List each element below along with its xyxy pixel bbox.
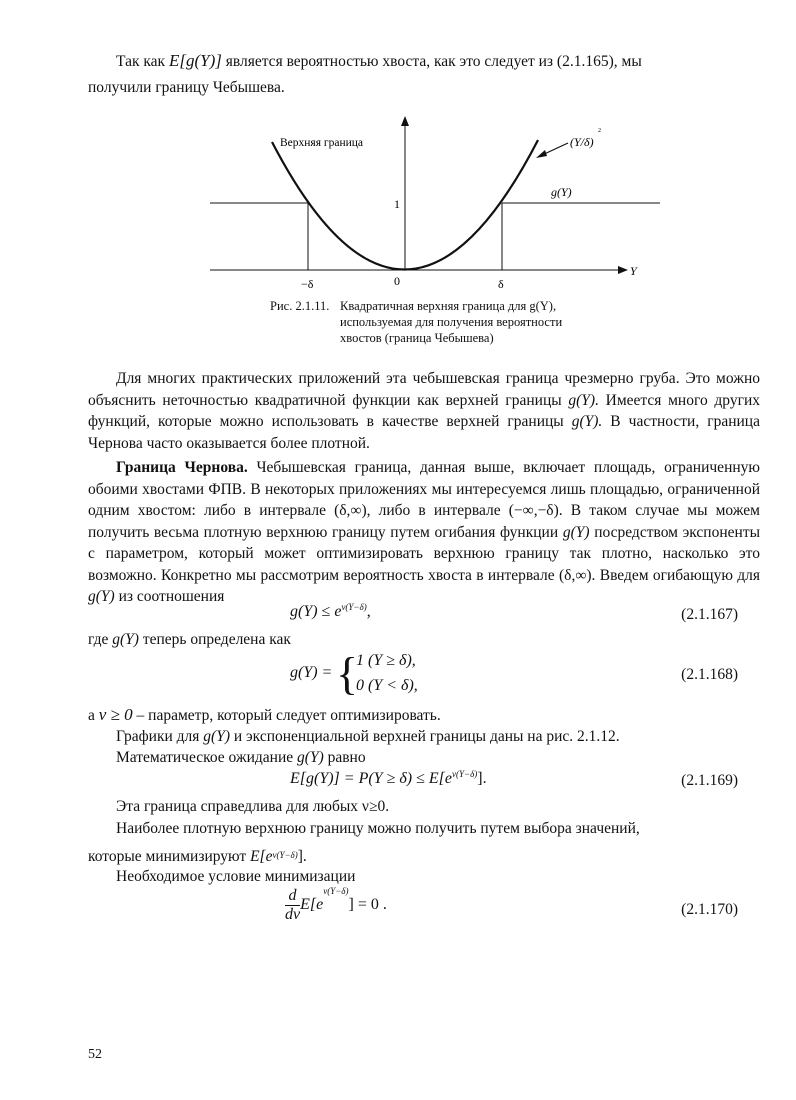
eq169-tail: ]. — [477, 770, 487, 787]
p1-g-1: g(Y). — [568, 391, 599, 409]
curve-pointer-head — [536, 150, 547, 158]
eq168-case-2: 0 (Y < δ), — [356, 677, 418, 694]
caption-line-1: Квадратичная верхняя граница для g(Y), — [340, 299, 557, 313]
where-a: где — [88, 631, 113, 648]
expect-a: Математическое ожидание — [116, 749, 298, 766]
equation-number-169: (2.1.169) — [681, 772, 738, 789]
where-line — [88, 629, 760, 651]
eq170-tail: ] = 0 . — [348, 896, 387, 914]
tight-line-1: Наиболее плотную верхнюю границу можно получить путем выбора значений, — [116, 820, 640, 837]
label-quadratic: (Y/δ) — [570, 135, 594, 149]
p1-g-2: g(Y). — [571, 413, 603, 430]
graphs-a: Графики для — [116, 728, 204, 745]
equation-number-167: (2.1.167) — [681, 606, 738, 623]
intro-text-2: получили границу Чебышева. — [88, 79, 285, 96]
graphs-line — [88, 726, 760, 748]
section-heading-chernoff: Граница Чернова. — [116, 459, 248, 476]
x-axis-arrow — [618, 266, 628, 274]
where-b: теперь определена как — [138, 631, 291, 648]
graphs-b: и экспоненциальной верхней границы даны на рис. 2.1.12. — [229, 728, 620, 745]
label-upper-bound: Верхняя граница — [280, 137, 364, 149]
tightest-bound-paragraph — [88, 818, 760, 867]
label-quadratic-exponent: 2 — [598, 128, 601, 134]
frac-numerator: d — [285, 887, 300, 906]
expectation-line — [88, 747, 760, 769]
p2-text-b: посредством экспоненты с параметром, который может оптимизировать верхнюю границу так плотно, насколько это возможно. Конкретно мы рассмотрим вероятность хвоста в интервале (δ,∞). Введем огибающую для — [88, 523, 761, 584]
intro-expression: E[g(Y)] — [168, 51, 222, 70]
validity-line: Эта граница справедлива для любых ν≥0. — [116, 798, 390, 815]
label-origin: 0 — [394, 274, 400, 288]
tight-expression: E[e — [250, 847, 273, 865]
p1-text-b: Имеется много других функций, которые можно использовать в качестве верхней границы — [88, 391, 760, 430]
eq167-exponent: ν(Y−δ) — [341, 602, 367, 612]
figure-svg — [0, 0, 796, 300]
label-one: 1 — [394, 197, 400, 211]
equation-number-168: (2.1.168) — [681, 666, 738, 683]
eq167-lhs: g(Y) ≤ e — [290, 603, 342, 620]
caption-line-2: используемая для получения вероятности — [340, 315, 563, 329]
param-b: – параметр, который следует оптимизировать. — [132, 707, 441, 724]
eq168-lhs: g(Y) = — [290, 664, 333, 681]
figure-caption — [270, 298, 610, 346]
p2-text-a: Чебышевская граница, данная выше, включает площадь, ограниченную обоими хвостами ФПВ. В некоторых приложениях мы интересуемся лишь площадью, ограниченной одним хвостом: либо в интервале (δ,∞), либо в интервале (−∞,−δ). В таком случае мы можем получить весьма плотную верхнюю границу путем огибания функции — [88, 459, 760, 541]
eq168-case-1: 1 (Y ≥ δ), — [356, 652, 416, 669]
equation-2-1-167 — [290, 603, 371, 621]
p2-text-c: из соотношения — [114, 588, 225, 605]
equation-2-1-169 — [290, 770, 487, 788]
where-g: g(Y) — [112, 631, 139, 648]
frac-denominator: dν — [285, 906, 301, 923]
eq169-exponent: ν(Y−δ) — [452, 769, 478, 779]
caption-number: Рис. 2.1.11. — [270, 299, 330, 313]
label-delta: δ — [498, 277, 504, 291]
intro-lead: Так как — [116, 53, 166, 70]
y-axis-arrow — [401, 116, 409, 126]
expect-b: равно — [323, 749, 366, 766]
tight-tail: ]. — [297, 847, 307, 865]
eq170-expression: E[e — [300, 896, 324, 914]
p2-g-1: g(Y) — [562, 523, 590, 541]
derivative-fraction — [285, 887, 300, 924]
graphs-g: g(Y) — [203, 728, 230, 745]
eq168-brace: { — [336, 648, 359, 699]
equation-number-170: (2.1.170) — [681, 901, 738, 918]
paragraph-chernoff-bound — [88, 457, 760, 608]
param-a: а — [88, 707, 99, 724]
caption-line-3: хвостов (граница Чебышева) — [340, 331, 494, 345]
param-line — [88, 704, 760, 727]
tight-text-b: которые минимизируют — [88, 847, 251, 865]
p1-text-c: В частности, граница Чернова часто оказывается более плотной. — [88, 413, 760, 452]
p2-g-2: g(Y) — [88, 588, 115, 605]
eq167-tail: , — [366, 603, 371, 620]
page-number: 52 — [88, 1047, 102, 1062]
eq170-exponent: ν(Y−δ) — [323, 886, 349, 896]
label-g-of-y: g(Y) — [551, 185, 572, 199]
param-nu: ν ≥ 0 — [98, 705, 133, 724]
p1-text-a: Для многих практических приложений эта чебышевская граница чрезмерно груба. Это можно объяснить неточностью квадратичной функции как верхней границы — [88, 370, 760, 409]
condition-line: Необходимое условие минимизации — [116, 868, 356, 885]
paragraph-chebyshev-coarse — [88, 368, 760, 454]
label-minus-delta: −δ — [301, 277, 314, 291]
eq169-lhs: E[g(Y)] = P(Y ≥ δ) ≤ E[e — [290, 770, 453, 787]
expect-g: g(Y) — [297, 749, 324, 766]
tight-exponent: ν(Y−δ) — [272, 849, 298, 860]
equation-2-1-170 — [285, 887, 387, 924]
figure-chebyshev-bound — [0, 0, 796, 300]
intro-text-1: является вероятностью хвоста, как это следует из (2.1.165), мы — [225, 53, 642, 70]
label-y-axis-name: Y — [630, 264, 637, 278]
